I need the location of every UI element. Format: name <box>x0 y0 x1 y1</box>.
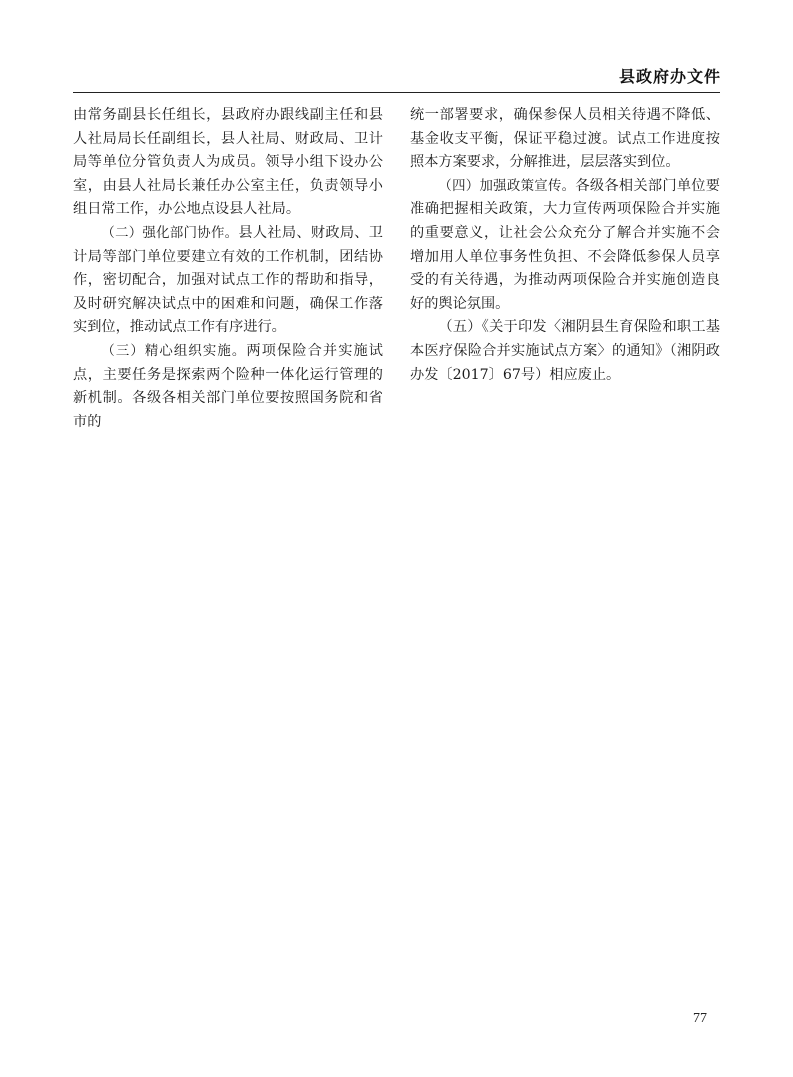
paragraph-coordination <box>73 222 383 340</box>
section-heading-publicity: （四）加强政策宣传。 <box>438 178 576 194</box>
paragraph-implementation <box>73 340 383 434</box>
section-heading-coordination: （二）强化部门协作。 <box>101 225 239 241</box>
paragraph-publicity <box>410 175 720 317</box>
paragraph-continued: 由常务副县长任组长，县政府办跟线副主任和县人社局局长任副组长，县人社局、财政局、卫计局等单位分管负责人为成员。领导小组下设办公室，由县人社局长兼任办公室主任，负责领导小组日常工作，办公地点设县人社局。 <box>73 107 383 218</box>
paragraph-publicity-text: 各级各相关部门单位要准确把握相关政策，大力宣传两项保险合并实施的重要意义，让社会公众充分了解合并实施不会增加用人单位事务性负担、不会降低参保人员享受的有关待遇，为推动两项保险合并实施创造良好的舆论氛围。 <box>410 177 720 312</box>
left-column <box>73 104 383 434</box>
right-column <box>410 104 720 387</box>
paragraph-continued-right: 统一部署要求，确保参保人员相关待遇不降低、基金收支平衡，保证平稳过渡。试点工作进度按照本方案要求，分解推进，层层落实到位。 <box>410 107 720 171</box>
section-heading-implementation: （三）精心组织实施。 <box>101 343 247 359</box>
page-number: 77 <box>693 1011 707 1026</box>
paragraph-implementation-text: 两项保险合并实施试点，主要任务是探索两个险种一体化运行管理的新机制。各级各相关部门单位要按照国务院和省市的 <box>73 342 383 430</box>
page-header-title: 县政府办文件 <box>618 67 721 86</box>
paragraph-repeal: （五）《关于印发〈湘阴县生育保险和职工基本医疗保险合并实施试点方案〉的通知》（湘阴政办发〔2017〕67号）相应废止。 <box>410 319 720 383</box>
header-rule <box>73 92 720 93</box>
paragraph-coordination-text: 县人社局、财政局、卫计局等部门单位要建立有效的工作机制，团结协作，密切配合，加强对试点工作的帮助和指导，及时研究解决试点中的困难和问题，确保工作落实到位，推动试点工作有序进行。 <box>73 224 383 336</box>
